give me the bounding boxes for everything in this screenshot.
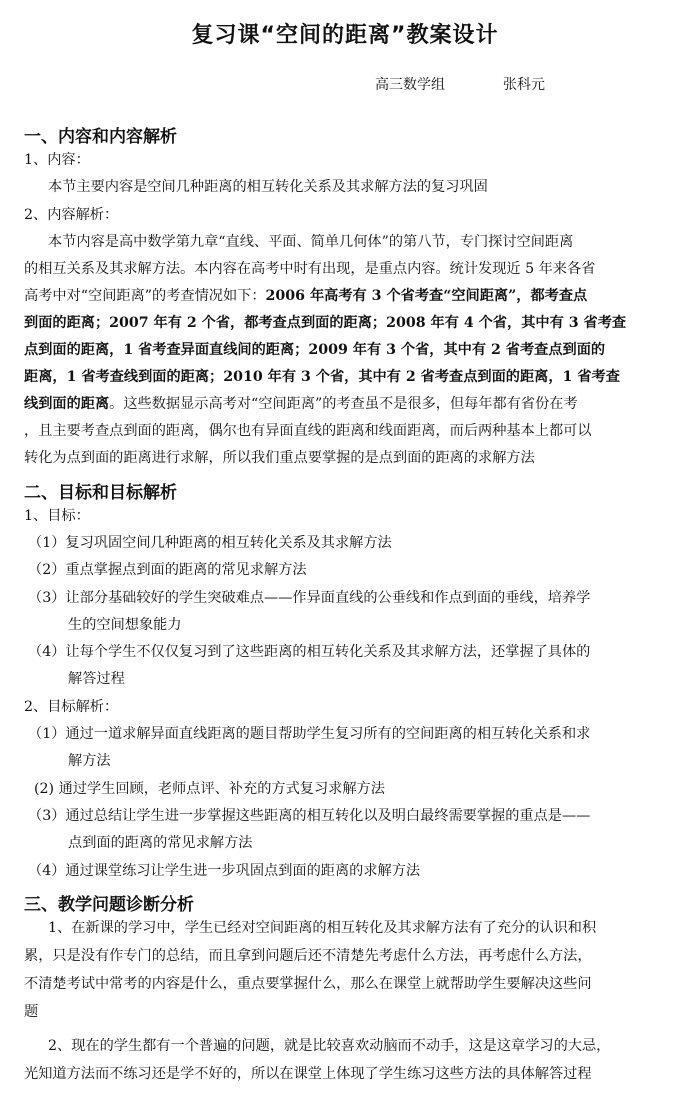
paragraph-line: 的相互关系及其求解方法。本内容在高考中时有出现，是重点内容。统计发现近 5 年来各省 (24, 261, 596, 277)
goal-item: （3）让部分基础较好的学生突破难点——作异面直线的公垂线和作点到面的垂线，培养学 (28, 590, 591, 606)
paragraph-bold-line: 距离，1 省考查线到面的距离；2010 年有 3 个省，其中有 2 省考查点到面的距离，1 省考查 (24, 369, 620, 385)
paragraph-line: 转化为点到面的距离进行求解，所以我们重点要掌握的是点到面的距离的求解方法 (24, 450, 535, 466)
author-group: 高三数学组 (375, 77, 445, 93)
author-name: 张科元 (503, 77, 545, 93)
paragraph-text: 高考中对“空间距离”的考查情况如下： (24, 288, 266, 304)
item-2-label: 2、内容解析： (24, 207, 119, 223)
analysis-item: （1）通过一道求解异面直线距离的题目帮助学生复习所有的空间距离的相互转化关系和求 (28, 726, 591, 742)
paragraph-line: 不清楚考试中常考的内容是什么，重点要掌握什么，那么在课堂上就帮助学生要解决这些问 (24, 976, 592, 992)
goal-item-cont: 解答过程 (68, 671, 125, 687)
section-3-heading: 三、教学问题诊断分析 (24, 895, 194, 915)
item-1-text: 本节主要内容是空间几种距离的相互转化关系及其求解方法的复习巩固 (48, 179, 488, 195)
paragraph-line: 题 (24, 1004, 39, 1020)
goals-label: 1、目标： (24, 508, 90, 524)
paragraph-line: 本节内容是高中数学第九章“直线、平面、简单几何体”的第八节，专门探讨空间距离 (48, 234, 574, 250)
goal-item-cont: 生的空间想象能力 (68, 617, 182, 633)
paragraph-bold-text: 线到面的距离 (24, 396, 110, 412)
paragraph-line: 2、现在的学生都有一个普遍的问题，就是比较喜欢动脑而不动手，这是这章学习的大忌， (48, 1038, 611, 1054)
goal-item: （4）让每个学生不仅仅复习到了这些距离的相互转化关系及其求解方法，还掌握了具体的 (28, 644, 591, 660)
analysis-item: （4）通过课堂练习让学生进一步巩固点到面的距离的求解方法 (28, 863, 421, 879)
paragraph-line: 累，只是没有作专门的总结，而且拿到问题后还不清楚先考虑什么方法，再考虑什么方法， (24, 948, 592, 964)
analysis-item: (2) 通过学生回顾，老师点评、补充的方式复习求解方法 (34, 781, 385, 797)
section-1-heading: 一、内容和内容解析 (24, 127, 177, 147)
paragraph-line (24, 394, 578, 414)
item-1-label: 1、内容： (24, 152, 90, 168)
analysis-item: （3）通过总结让学生进一步掌握这些距离的相互转化以及明白最终需要掌握的重点是—— (28, 808, 591, 824)
paragraph-bold-text: 2006 年高考有 3 个省考查“空间距离”，都考查点 (265, 288, 588, 304)
paragraph-line (24, 286, 587, 306)
analysis-item-cont: 点到面的距离的常见求解方法 (68, 835, 253, 851)
paragraph-bold-line: 到面的距离；2007 年有 2 个省，都考查点到面的距离；2008 年有 4 个省，其中有 3 省考查 (24, 315, 627, 331)
goal-item: （1）复习巩固空间几种距离的相互转化关系及其求解方法 (28, 535, 392, 551)
analysis-item-cont: 解方法 (68, 753, 111, 769)
paragraph-line: 光知道方法而不练习还是学不好的，所以在课堂上体现了学生练习这些方法的具体解答过程 (24, 1066, 592, 1082)
paragraph-text: 。这些数据显示高考对“空间距离”的考查虽不是很多，但每年都有省份在考 (109, 396, 578, 412)
paragraph-line: 1、在新课的学习中，学生已经对空间距离的相互转化及其求解方法有了充分的认识和积 (48, 920, 597, 936)
doc-title: 复习课“空间的距离”教案设计 (191, 23, 499, 48)
paragraph-line: ，且主要考查点到面的距离，偶尔也有异面直线的距离和线面距离，而后两种基本上都可以 (24, 423, 592, 439)
goal-item: （2）重点掌握点到面的距离的常见求解方法 (28, 562, 307, 578)
paragraph-bold-line: 点到面的距离，1 省考查异面直线间的距离；2009 年有 3 个省，其中有 2 省考查点到面的 (24, 342, 606, 358)
section-2-heading: 二、目标和目标解析 (24, 483, 177, 503)
analysis-label: 2、目标解析： (24, 699, 119, 715)
